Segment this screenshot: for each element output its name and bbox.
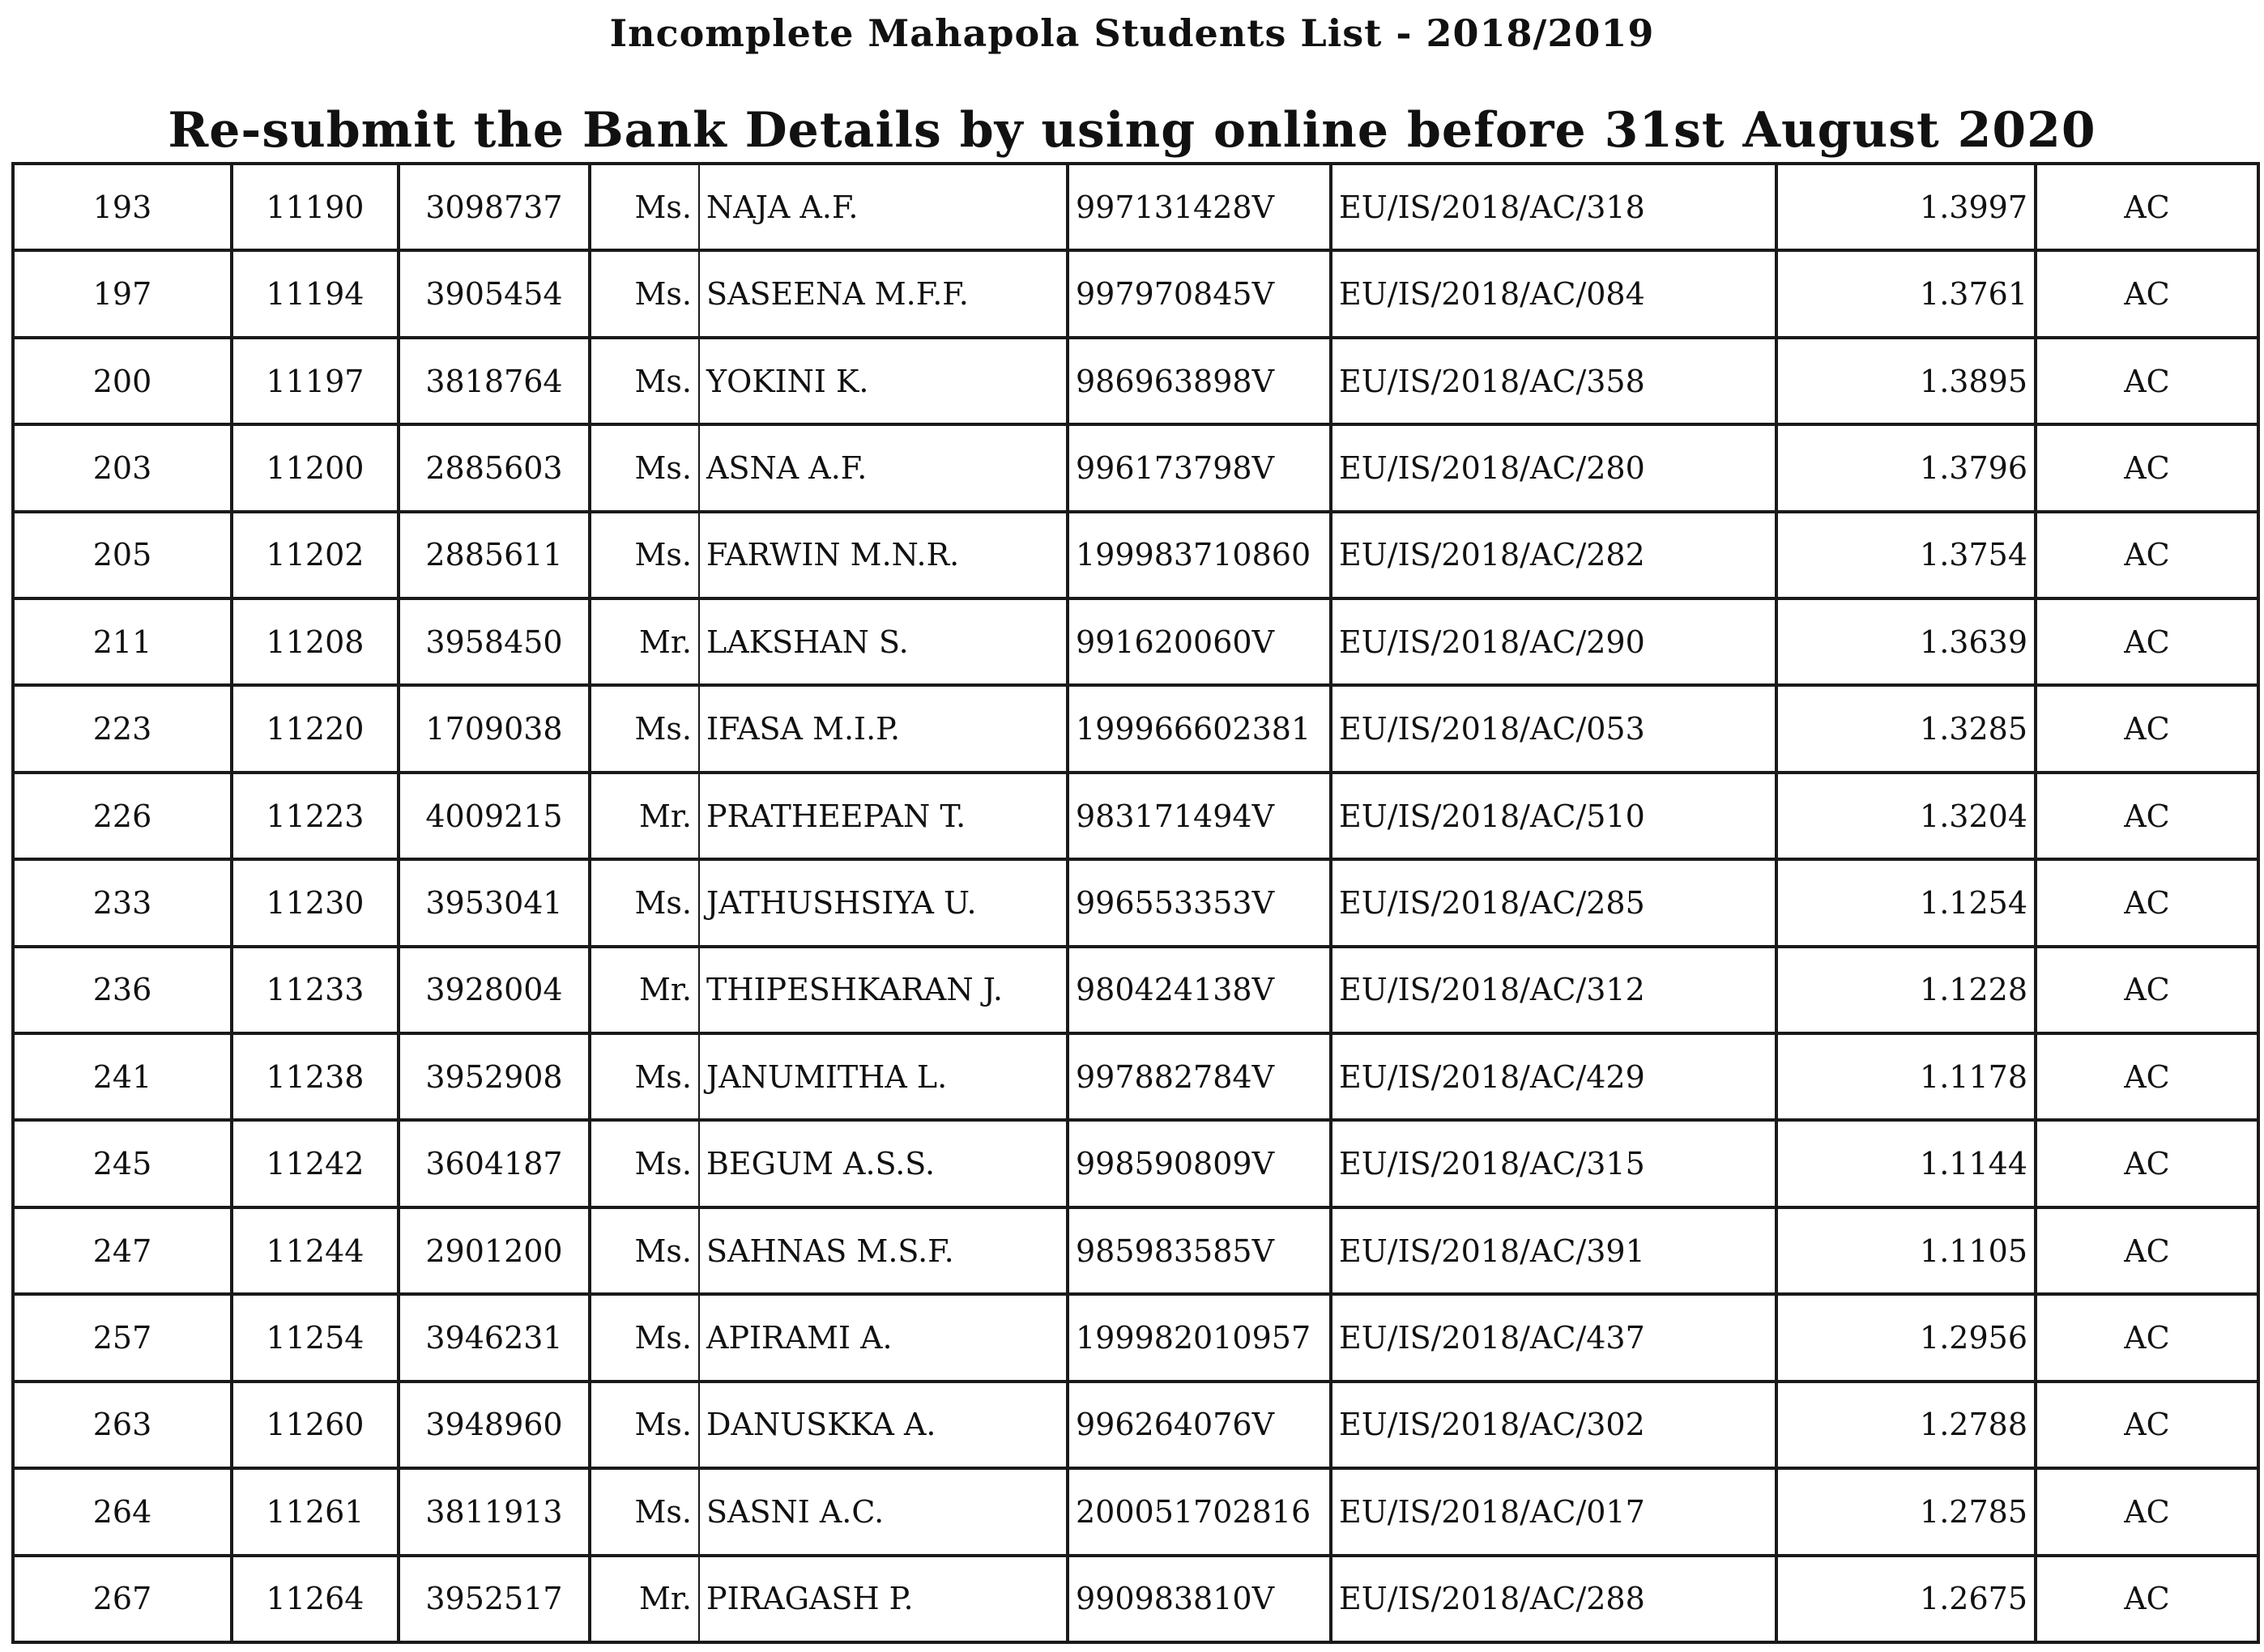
title-cell: Ms.: [590, 1120, 699, 1207]
registration-number-cell: EU/IS/2018/AC/280: [1331, 424, 1776, 511]
table-row: [13, 1207, 2258, 1294]
serial-number-cell: 241: [13, 1033, 232, 1120]
nic-number-cell: 996173798V: [1068, 424, 1331, 511]
table-row: [13, 773, 2258, 859]
index-number-cell: 11244: [232, 1207, 399, 1294]
registration-number-cell: EU/IS/2018/AC/318: [1331, 164, 1776, 250]
application-number-cell: 3604187: [399, 1120, 590, 1207]
title-cell: Mr.: [590, 1556, 699, 1643]
index-number-cell: 11202: [232, 512, 399, 598]
nic-number-cell: 998590809V: [1068, 1120, 1331, 1207]
application-number-cell: 3928004: [399, 947, 590, 1033]
application-number-cell: 3948960: [399, 1382, 590, 1468]
stream-cell: AC: [2036, 250, 2258, 337]
z-score-cell: 1.3761: [1776, 250, 2036, 337]
application-number-cell: 3098737: [399, 164, 590, 250]
registration-number-cell: EU/IS/2018/AC/290: [1331, 598, 1776, 685]
z-score-cell: 1.1178: [1776, 1033, 2036, 1120]
table-row: [13, 598, 2258, 685]
table-row: [13, 1556, 2258, 1643]
registration-number-cell: EU/IS/2018/AC/302: [1331, 1382, 1776, 1468]
index-number-cell: 11264: [232, 1556, 399, 1643]
index-number-cell: 11197: [232, 338, 399, 424]
application-number-cell: 2901200: [399, 1207, 590, 1294]
index-number-cell: 11230: [232, 859, 399, 946]
table-row: [13, 1382, 2258, 1468]
serial-number-cell: 257: [13, 1294, 232, 1381]
z-score-cell: 1.2788: [1776, 1382, 2036, 1468]
serial-number-cell: 205: [13, 512, 232, 598]
title-cell: Ms.: [590, 424, 699, 511]
table-row: [13, 947, 2258, 1033]
z-score-cell: 1.3997: [1776, 164, 2036, 250]
application-number-cell: 3952908: [399, 1033, 590, 1120]
application-number-cell: 1709038: [399, 685, 590, 772]
application-number-cell: 3905454: [399, 250, 590, 337]
nic-number-cell: 983171494V: [1068, 773, 1331, 859]
table-row: [13, 338, 2258, 424]
z-score-cell: 1.1144: [1776, 1120, 2036, 1207]
serial-number-cell: 263: [13, 1382, 232, 1468]
stream-cell: AC: [2036, 859, 2258, 946]
serial-number-cell: 211: [13, 598, 232, 685]
nic-number-cell: 991620060V: [1068, 598, 1331, 685]
nic-number-cell: 996553353V: [1068, 859, 1331, 946]
registration-number-cell: EU/IS/2018/AC/429: [1331, 1033, 1776, 1120]
stream-cell: AC: [2036, 1294, 2258, 1381]
application-number-cell: 3952517: [399, 1556, 590, 1643]
student-name-cell: JATHUSHSIYA U.: [699, 859, 1068, 946]
z-score-cell: 1.2956: [1776, 1294, 2036, 1381]
registration-number-cell: EU/IS/2018/AC/053: [1331, 685, 1776, 772]
index-number-cell: 11261: [232, 1468, 399, 1555]
title-cell: Mr.: [590, 947, 699, 1033]
student-name-cell: IFASA M.I.P.: [699, 685, 1068, 772]
nic-number-cell: 200051702816: [1068, 1468, 1331, 1555]
z-score-cell: 1.3754: [1776, 512, 2036, 598]
table-row: [13, 1468, 2258, 1555]
table-row: [13, 1033, 2258, 1120]
index-number-cell: 11238: [232, 1033, 399, 1120]
table-row: [13, 164, 2258, 250]
nic-number-cell: 199983710860: [1068, 512, 1331, 598]
nic-number-cell: 980424138V: [1068, 947, 1331, 1033]
index-number-cell: 11194: [232, 250, 399, 337]
title-cell: Ms.: [590, 338, 699, 424]
student-name-cell: LAKSHAN S.: [699, 598, 1068, 685]
title-cell: Ms.: [590, 685, 699, 772]
z-score-cell: 1.1228: [1776, 947, 2036, 1033]
nic-number-cell: 990983810V: [1068, 1556, 1331, 1643]
registration-number-cell: EU/IS/2018/AC/282: [1331, 512, 1776, 598]
stream-cell: AC: [2036, 1468, 2258, 1555]
serial-number-cell: 193: [13, 164, 232, 250]
stream-cell: AC: [2036, 338, 2258, 424]
nic-number-cell: 199966602381: [1068, 685, 1331, 772]
application-number-cell: 4009215: [399, 773, 590, 859]
stream-cell: AC: [2036, 1556, 2258, 1643]
index-number-cell: 11242: [232, 1120, 399, 1207]
students-table: [11, 162, 2260, 1644]
serial-number-cell: 236: [13, 947, 232, 1033]
serial-number-cell: 223: [13, 685, 232, 772]
application-number-cell: 3811913: [399, 1468, 590, 1555]
stream-cell: AC: [2036, 685, 2258, 772]
nic-number-cell: 997970845V: [1068, 250, 1331, 337]
student-name-cell: SASNI A.C.: [699, 1468, 1068, 1555]
z-score-cell: 1.1105: [1776, 1207, 2036, 1294]
serial-number-cell: 267: [13, 1556, 232, 1643]
index-number-cell: 11233: [232, 947, 399, 1033]
title-cell: Ms.: [590, 1207, 699, 1294]
student-name-cell: NAJA A.F.: [699, 164, 1068, 250]
student-name-cell: JANUMITHA L.: [699, 1033, 1068, 1120]
application-number-cell: 2885611: [399, 512, 590, 598]
application-number-cell: 3953041: [399, 859, 590, 946]
registration-number-cell: EU/IS/2018/AC/084: [1331, 250, 1776, 337]
z-score-cell: 1.3895: [1776, 338, 2036, 424]
students-table-body: [13, 164, 2258, 1642]
title-cell: Ms.: [590, 250, 699, 337]
registration-number-cell: EU/IS/2018/AC/285: [1331, 859, 1776, 946]
application-number-cell: 3818764: [399, 338, 590, 424]
title-cell: Mr.: [590, 773, 699, 859]
index-number-cell: 11200: [232, 424, 399, 511]
student-name-cell: THIPESHKARAN J.: [699, 947, 1068, 1033]
title-cell: Ms.: [590, 859, 699, 946]
z-score-cell: 1.1254: [1776, 859, 2036, 946]
nic-number-cell: 985983585V: [1068, 1207, 1331, 1294]
application-number-cell: 3958450: [399, 598, 590, 685]
registration-number-cell: EU/IS/2018/AC/288: [1331, 1556, 1776, 1643]
registration-number-cell: EU/IS/2018/AC/510: [1331, 773, 1776, 859]
z-score-cell: 1.3639: [1776, 598, 2036, 685]
title-cell: Ms.: [590, 1294, 699, 1381]
title-cell: Ms.: [590, 512, 699, 598]
title-cell: Ms.: [590, 164, 699, 250]
notice-heading: Re-submit the Bank Details by using online before 31st August 2020: [168, 102, 2096, 159]
student-name-cell: FARWIN M.N.R.: [699, 512, 1068, 598]
stream-cell: AC: [2036, 1382, 2258, 1468]
page-title: Incomplete Mahapola Students List - 2018/2019: [609, 11, 1655, 55]
student-name-cell: SAHNAS M.S.F.: [699, 1207, 1068, 1294]
registration-number-cell: EU/IS/2018/AC/312: [1331, 947, 1776, 1033]
serial-number-cell: 247: [13, 1207, 232, 1294]
serial-number-cell: 200: [13, 338, 232, 424]
title-cell: Ms.: [590, 1468, 699, 1555]
stream-cell: AC: [2036, 424, 2258, 511]
nic-number-cell: 997882784V: [1068, 1033, 1331, 1120]
student-name-cell: SASEENA M.F.F.: [699, 250, 1068, 337]
registration-number-cell: EU/IS/2018/AC/437: [1331, 1294, 1776, 1381]
index-number-cell: 11190: [232, 164, 399, 250]
application-number-cell: 2885603: [399, 424, 590, 511]
student-name-cell: BEGUM A.S.S.: [699, 1120, 1068, 1207]
nic-number-cell: 997131428V: [1068, 164, 1331, 250]
application-number-cell: 3946231: [399, 1294, 590, 1381]
index-number-cell: 11208: [232, 598, 399, 685]
index-number-cell: 11254: [232, 1294, 399, 1381]
nic-number-cell: 199982010957: [1068, 1294, 1331, 1381]
registration-number-cell: EU/IS/2018/AC/358: [1331, 338, 1776, 424]
stream-cell: AC: [2036, 512, 2258, 598]
registration-number-cell: EU/IS/2018/AC/391: [1331, 1207, 1776, 1294]
table-row: [13, 424, 2258, 511]
serial-number-cell: 264: [13, 1468, 232, 1555]
serial-number-cell: 226: [13, 773, 232, 859]
title-cell: Mr.: [590, 598, 699, 685]
serial-number-cell: 233: [13, 859, 232, 946]
z-score-cell: 1.3204: [1776, 773, 2036, 859]
stream-cell: AC: [2036, 164, 2258, 250]
registration-number-cell: EU/IS/2018/AC/017: [1331, 1468, 1776, 1555]
title-cell: Ms.: [590, 1382, 699, 1468]
index-number-cell: 11220: [232, 685, 399, 772]
z-score-cell: 1.3796: [1776, 424, 2036, 511]
student-name-cell: DANUSKKA A.: [699, 1382, 1068, 1468]
student-name-cell: APIRAMI A.: [699, 1294, 1068, 1381]
nic-number-cell: 986963898V: [1068, 338, 1331, 424]
index-number-cell: 11223: [232, 773, 399, 859]
table-row: [13, 1120, 2258, 1207]
stream-cell: AC: [2036, 1207, 2258, 1294]
table-row: [13, 1294, 2258, 1381]
stream-cell: AC: [2036, 1120, 2258, 1207]
index-number-cell: 11260: [232, 1382, 399, 1468]
student-name-cell: PIRAGASH P.: [699, 1556, 1068, 1643]
serial-number-cell: 245: [13, 1120, 232, 1207]
serial-number-cell: 203: [13, 424, 232, 511]
z-score-cell: 1.2675: [1776, 1556, 2036, 1643]
stream-cell: AC: [2036, 947, 2258, 1033]
z-score-cell: 1.3285: [1776, 685, 2036, 772]
stream-cell: AC: [2036, 598, 2258, 685]
stream-cell: AC: [2036, 1033, 2258, 1120]
student-name-cell: PRATHEEPAN T.: [699, 773, 1068, 859]
table-row: [13, 685, 2258, 772]
table-row: [13, 512, 2258, 598]
registration-number-cell: EU/IS/2018/AC/315: [1331, 1120, 1776, 1207]
title-cell: Ms.: [590, 1033, 699, 1120]
z-score-cell: 1.2785: [1776, 1468, 2036, 1555]
nic-number-cell: 996264076V: [1068, 1382, 1331, 1468]
stream-cell: AC: [2036, 773, 2258, 859]
table-row: [13, 859, 2258, 946]
table-row: [13, 250, 2258, 337]
student-name-cell: ASNA A.F.: [699, 424, 1068, 511]
student-name-cell: YOKINI K.: [699, 338, 1068, 424]
serial-number-cell: 197: [13, 250, 232, 337]
